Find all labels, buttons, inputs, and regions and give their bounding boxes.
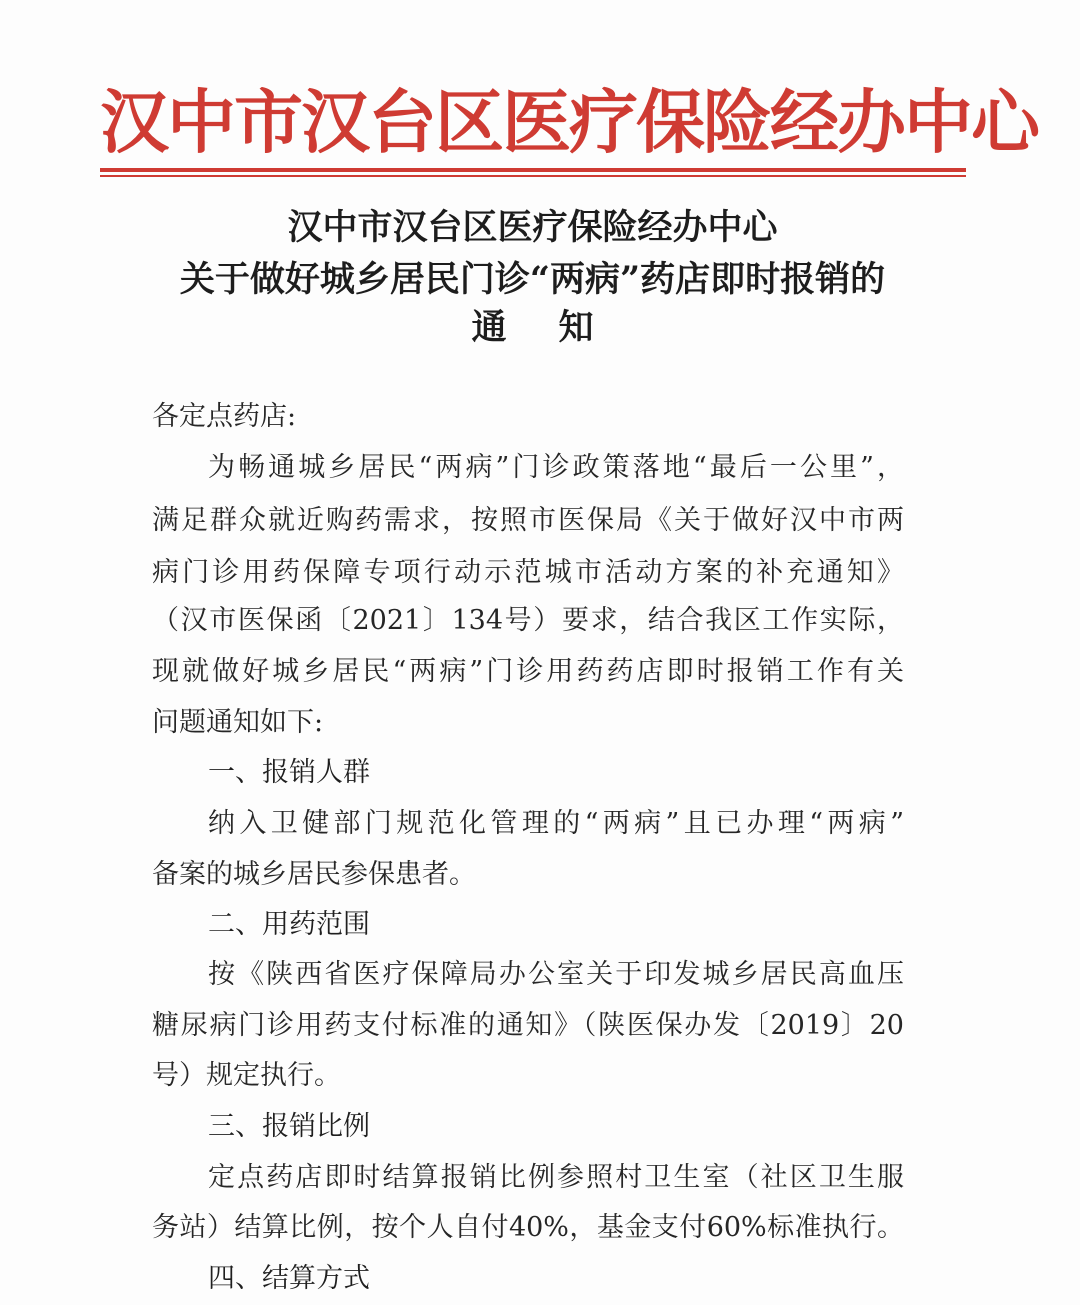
section3-line: 定点药店即时结算报销比例参照村卫生室（社区卫生服 <box>208 1162 904 1193</box>
intro-line: 现就做好城乡居民“两病”门诊用药药店即时报销工作有关 <box>152 656 904 687</box>
letterhead-rule-thin <box>100 175 966 177</box>
letterhead-org-name: 汉中市汉台区医疗保险经办中心 <box>100 83 1038 163</box>
intro-line: 满足群众就近购药需求，按照市医保局《关于做好汉中市两 <box>152 505 904 536</box>
section3-line: 务站）结算比例，按个人自付40%，基金支付60%标准执行。 <box>152 1212 904 1243</box>
section1-line: 纳入卫健部门规范化管理的“两病”且已办理“两病” <box>208 808 904 839</box>
intro-line: 为畅通城乡居民“两病”门诊政策落地“最后一公里”， <box>208 452 904 483</box>
section2-heading: 二、用药范围 <box>208 909 370 940</box>
section1-heading: 一、报销人群 <box>208 757 370 788</box>
salutation: 各定点药店: <box>152 401 297 432</box>
section2-line: 糖尿病门诊用药支付标准的通知》（陕医保办发〔2019〕20 <box>152 1010 904 1041</box>
intro-line: （汉市医保函〔2021〕134号）要求，结合我区工作实际， <box>152 605 904 636</box>
section2-line: 按《陕西省医疗保障局办公室关于印发城乡居民高血压 <box>208 959 904 990</box>
document-title-line1: 汉中市汉台区医疗保险经办中心 <box>287 207 778 248</box>
section2-line: 号）规定执行。 <box>152 1060 341 1091</box>
letterhead-rule-thick <box>100 168 966 172</box>
section1-line: 备案的城乡居民参保患者。 <box>152 859 476 890</box>
intro-line: 病门诊用药保障专项行动示范城市活动方案的补充通知》 <box>152 557 904 588</box>
document-title-line3: 通知 <box>471 307 646 348</box>
intro-line: 问题通知如下: <box>152 707 324 738</box>
document-title-line2: 关于做好城乡居民门诊“两病”药店即时报销的 <box>179 259 886 300</box>
section4-heading: 四、结算方式 <box>208 1263 370 1294</box>
section3-heading: 三、报销比例 <box>208 1111 370 1142</box>
